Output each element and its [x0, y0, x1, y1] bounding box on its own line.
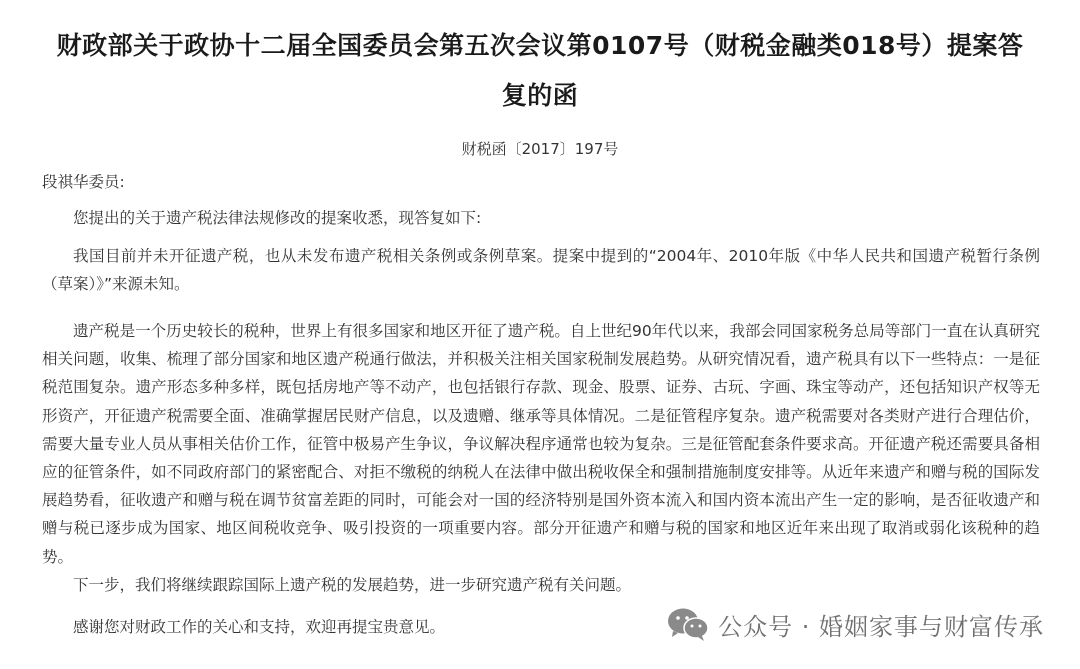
paragraph-intro: 您提出的关于遗产税法律法规修改的提案收悉，现答复如下: [73, 209, 482, 227]
paragraph-closing: 感谢您对财政工作的关心和支持，欢迎再提宝贵意见。 [73, 618, 446, 636]
salutation: 段祺华委员: [42, 173, 125, 191]
paragraph-next-step: 下一步，我们将继续跟踪国际上遗产税的发展趋势，进一步研究遗产税有关问题。 [73, 576, 632, 594]
paragraph-background: 我国目前并未开征遗产税，也从未发布遗产税相关条例或条例草案。提案中提到的“2004年、2010年版《中华人民共和国遗产税暂行条例（草案）》”来源未知。 [42, 247, 1040, 294]
document-title-line1: 财政部关于政协十二届全国委员会第五次会议第0107号（财税金融类018号）提案答 [56, 31, 1024, 60]
paragraph-analysis: 遗产税是一个历史较长的税种，世界上有很多国家和地区开征了遗产税。自上世纪90年代以来，我部会同国家税务总局等部门一直在认真研究相关问题，收集、梳理了部分国家和地区遗产税通行做法，并积极关注相关国家税制发展趋势。从研究情况看，遗产税具有以下一些特点：一是征税范围复杂。遗产形态多种多样，既包括房地产等不动产，也包括银行存款、现金、股票、证券、古玩、字画、珠宝等动产，还包括知识产权等无形资产，开征遗产税需要全面、准确掌握居民财产信息，以及遗赠、继承等具体情况。二是征管程序复杂。遗产税需要对各类财产进行合理估价，需要大量专业人员从事相关估价工作，征管中极易产生争议，争议解决程序通常也较为复杂。三是征管配套条件要求高。开征遗产税还需要具备相应的征管条件，如不同政府部门的紧密配合、对拒不缴税的纳税人在法律中做出税收保全和强制措施制度安排等。从近年来遗产和赠与税的国际发展趋势看，征收遗产和赠与税在调节贫富差距的同时，可能会对一国的经济特别是国外资本流入和国内资本流出产生一定的影响，是否征收遗产和赠与税已逐步成为国家、地区间税收竞争、吸引投资的一项重要内容。部分开征遗产和赠与税的国家和地区近年来出现了取消或弱化该税种的趋势。 [42, 322, 1040, 566]
document-number: 财税函〔2017〕197号 [461, 140, 619, 158]
wechat-icon [666, 606, 710, 642]
document-title-line2: 复的函 [501, 81, 579, 110]
watermark [666, 606, 1044, 642]
watermark-text: 公众号 · 婚姻家事与财富传承 [718, 612, 1044, 641]
